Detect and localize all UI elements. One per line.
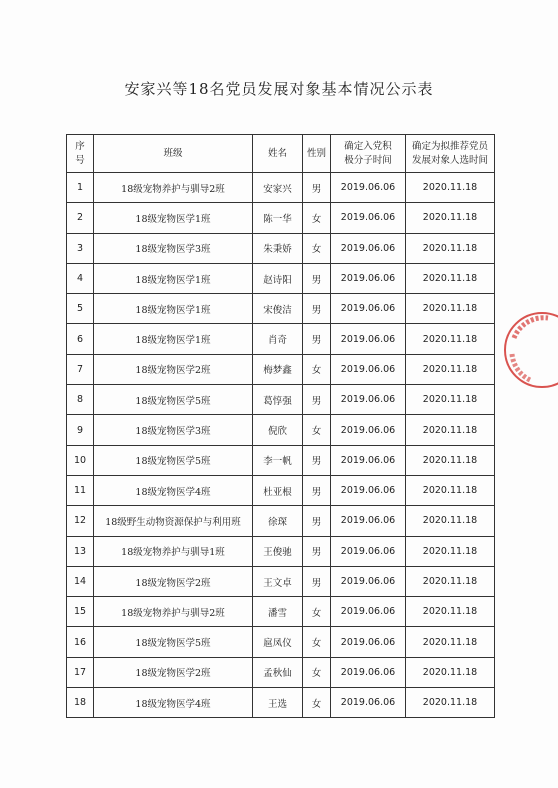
cell-activist-date: 2019.06.06 (331, 324, 406, 354)
table-row (67, 445, 495, 475)
cell-activist-date: 2019.06.06 (331, 627, 406, 657)
header-candidate-date: 确定为拟推荐党员发展对象人选时间 (406, 135, 495, 173)
cell-name: 朱秉娇 (253, 233, 303, 263)
cell-candidate-date: 2020.11.18 (406, 324, 495, 354)
cell-index: 7 (67, 354, 94, 384)
cell-index: 16 (67, 627, 94, 657)
table-row (67, 203, 495, 233)
header-activist-date: 确定入党积极分子时间 (331, 135, 406, 173)
cell-class: 18级野生动物资源保护与利用班 (94, 506, 253, 536)
cell-gender: 男 (303, 566, 331, 596)
cell-name: 肖奇 (253, 324, 303, 354)
cell-activist-date: 2019.06.06 (331, 415, 406, 445)
cell-gender: 男 (303, 324, 331, 354)
cell-index: 4 (67, 263, 94, 293)
header-row (67, 135, 495, 173)
cell-gender: 女 (303, 203, 331, 233)
cell-candidate-date: 2020.11.18 (406, 354, 495, 384)
cell-index: 18 (67, 688, 94, 718)
cell-index: 17 (67, 657, 94, 687)
cell-activist-date: 2019.06.06 (331, 203, 406, 233)
cell-activist-date: 2019.06.06 (331, 536, 406, 566)
cell-activist-date: 2019.06.06 (331, 354, 406, 384)
table-row (67, 385, 495, 415)
cell-activist-date: 2019.06.06 (331, 385, 406, 415)
cell-activist-date: 2019.06.06 (331, 506, 406, 536)
cell-gender: 女 (303, 688, 331, 718)
cell-candidate-date: 2020.11.18 (406, 415, 495, 445)
page-title: 安家兴等18名党员发展对象基本情况公示表 (124, 80, 434, 98)
cell-activist-date: 2019.06.06 (331, 597, 406, 627)
cell-gender: 男 (303, 445, 331, 475)
cell-gender: 女 (303, 597, 331, 627)
cell-gender: 男 (303, 294, 331, 324)
table-row (67, 566, 495, 596)
cell-activist-date: 2019.06.06 (331, 566, 406, 596)
cell-index: 5 (67, 294, 94, 324)
cell-gender: 男 (303, 475, 331, 505)
cell-name: 徐琛 (253, 506, 303, 536)
table-row (67, 233, 495, 263)
cell-index: 10 (67, 445, 94, 475)
cell-index: 1 (67, 173, 94, 203)
cell-activist-date: 2019.06.06 (331, 263, 406, 293)
table-row (67, 536, 495, 566)
cell-class: 18级宠物医学4班 (94, 688, 253, 718)
table-row (67, 354, 495, 384)
cell-name: 陈一华 (253, 203, 303, 233)
cell-name: 倪欣 (253, 415, 303, 445)
seal-ring (505, 313, 558, 387)
cell-class: 18级宠物医学2班 (94, 354, 253, 384)
cell-candidate-date: 2020.11.18 (406, 203, 495, 233)
cell-activist-date: 2019.06.06 (331, 657, 406, 687)
table-row (67, 324, 495, 354)
cell-activist-date: 2019.06.06 (331, 233, 406, 263)
header-index: 序号 (67, 135, 94, 173)
cell-index: 14 (67, 566, 94, 596)
cell-candidate-date: 2020.11.18 (406, 173, 495, 203)
cell-candidate-date: 2020.11.18 (406, 597, 495, 627)
table-row (67, 657, 495, 687)
cell-name: 安家兴 (253, 173, 303, 203)
cell-name: 扈凤仪 (253, 627, 303, 657)
cell-gender: 女 (303, 233, 331, 263)
cell-index: 8 (67, 385, 94, 415)
cell-class: 18级宠物医学1班 (94, 203, 253, 233)
seal-text-arc (514, 318, 548, 338)
cell-name: 葛惇强 (253, 385, 303, 415)
cell-candidate-date: 2020.11.18 (406, 445, 495, 475)
cell-candidate-date: 2020.11.18 (406, 657, 495, 687)
table-row (67, 627, 495, 657)
cell-candidate-date: 2020.11.18 (406, 536, 495, 566)
cell-name: 赵诗阳 (253, 263, 303, 293)
cell-candidate-date: 2020.11.18 (406, 688, 495, 718)
cell-activist-date: 2019.06.06 (331, 294, 406, 324)
cell-gender: 女 (303, 657, 331, 687)
cell-index: 9 (67, 415, 94, 445)
cell-candidate-date: 2020.11.18 (406, 506, 495, 536)
table-row (67, 475, 495, 505)
cell-gender: 女 (303, 415, 331, 445)
table-row (67, 415, 495, 445)
cell-class: 18级宠物医学4班 (94, 475, 253, 505)
cell-activist-date: 2019.06.06 (331, 475, 406, 505)
cell-candidate-date: 2020.11.18 (406, 475, 495, 505)
cell-index: 11 (67, 475, 94, 505)
cell-name: 王俊驰 (253, 536, 303, 566)
cell-candidate-date: 2020.11.18 (406, 627, 495, 657)
cell-candidate-date: 2020.11.18 (406, 566, 495, 596)
cell-index: 12 (67, 506, 94, 536)
cell-class: 18级宠物养护与驯导2班 (94, 173, 253, 203)
cell-gender: 男 (303, 536, 331, 566)
cell-gender: 女 (303, 354, 331, 384)
cell-name: 杜亚根 (253, 475, 303, 505)
cell-gender: 男 (303, 385, 331, 415)
table-row (67, 688, 495, 718)
table-row (67, 263, 495, 293)
header-gender: 性别 (303, 135, 331, 173)
cell-index: 2 (67, 203, 94, 233)
cell-class: 18级宠物养护与驯导2班 (94, 597, 253, 627)
cell-index: 15 (67, 597, 94, 627)
header-class: 班级 (94, 135, 253, 173)
cell-candidate-date: 2020.11.18 (406, 385, 495, 415)
cell-name: 王文卓 (253, 566, 303, 596)
cell-candidate-date: 2020.11.18 (406, 263, 495, 293)
cell-name: 宋俊洁 (253, 294, 303, 324)
seal-text-arc-lower (512, 354, 530, 380)
table-row (67, 294, 495, 324)
cell-gender: 男 (303, 506, 331, 536)
cell-class: 18级宠物医学3班 (94, 233, 253, 263)
cell-class: 18级宠物养护与驯导1班 (94, 536, 253, 566)
cell-activist-date: 2019.06.06 (331, 688, 406, 718)
cell-name: 潘雪 (253, 597, 303, 627)
cell-activist-date: 2019.06.06 (331, 173, 406, 203)
cell-class: 18级宠物医学5班 (94, 385, 253, 415)
cell-class: 18级宠物医学3班 (94, 415, 253, 445)
table-row (67, 173, 495, 203)
cell-index: 3 (67, 233, 94, 263)
cell-class: 18级宠物医学5班 (94, 627, 253, 657)
cell-class: 18级宠物医学1班 (94, 294, 253, 324)
cell-class: 18级宠物医学2班 (94, 566, 253, 596)
cell-gender: 女 (303, 627, 331, 657)
cell-class: 18级宠物医学2班 (94, 657, 253, 687)
cell-name: 孟秋仙 (253, 657, 303, 687)
roster-table (66, 134, 495, 718)
table-row (67, 597, 495, 627)
cell-candidate-date: 2020.11.18 (406, 233, 495, 263)
cell-class: 18级宠物医学1班 (94, 324, 253, 354)
cell-activist-date: 2019.06.06 (331, 445, 406, 475)
cell-index: 13 (67, 536, 94, 566)
cell-name: 王选 (253, 688, 303, 718)
cell-gender: 男 (303, 263, 331, 293)
cell-name: 梅梦鑫 (253, 354, 303, 384)
cell-index: 6 (67, 324, 94, 354)
cell-gender: 男 (303, 173, 331, 203)
cell-class: 18级宠物医学5班 (94, 445, 253, 475)
cell-name: 李一帆 (253, 445, 303, 475)
official-seal (500, 308, 558, 392)
cell-candidate-date: 2020.11.18 (406, 294, 495, 324)
header-name: 姓名 (253, 135, 303, 173)
table-row (67, 506, 495, 536)
cell-class: 18级宠物医学1班 (94, 263, 253, 293)
